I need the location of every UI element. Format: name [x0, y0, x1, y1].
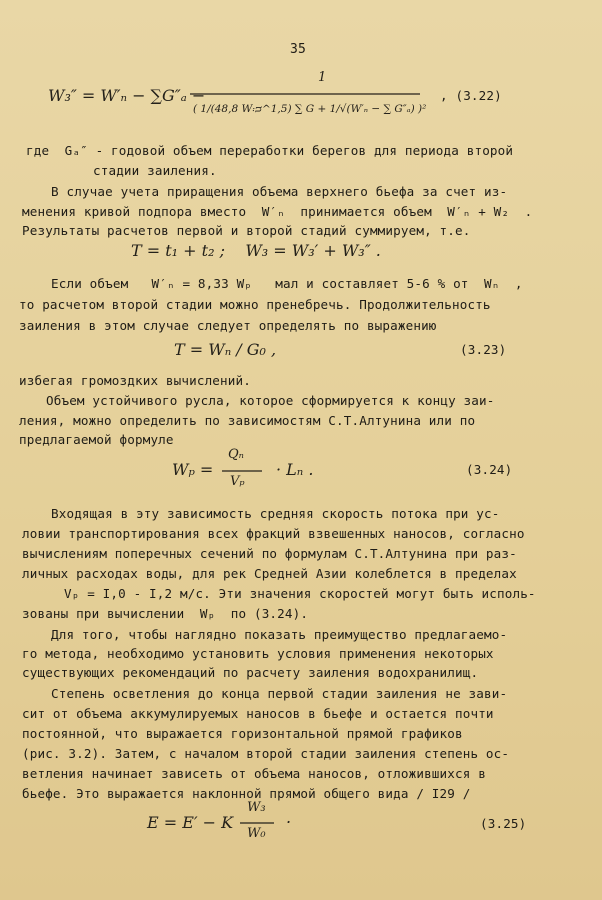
- text-line-20: го метода, необходимо установить условия применения некоторых: [22, 646, 494, 661]
- eq-sum: T = t₁ + t₂ ; W₃ = W₃′ + W₃″ .: [131, 241, 381, 260]
- eq-3-24-tail: · Lₙ .: [276, 460, 314, 479]
- text-line-26: ветления начинает зависеть от объема наносов, отложившихся в: [22, 766, 486, 781]
- text-line-11: ления, можно определить по зависимостям С.Т.Алтунина или по: [19, 413, 476, 428]
- text-line-21: существующих рекомендаций по расчету заиления водохранилищ.: [22, 665, 479, 680]
- eq-3-24-den: Vₚ: [230, 474, 245, 489]
- text-line-12: предлагаемой формуле: [19, 432, 174, 447]
- eq-3-22-denominator: ( 1/(48,8 Wᴞ^1,5) ∑ G + 1/√(W′ₙ − ∑ G″ₐ) )²: [193, 103, 427, 115]
- text-line-23: сит от объема аккумулируемых наносов в бьефе и остается почти: [22, 706, 494, 721]
- text-line-13: Входящая в эту зависимость средняя скорость потока при ус-: [51, 506, 500, 521]
- text-line-2: стадии заиления.: [93, 163, 217, 178]
- eq-3-24-num: Qₙ: [228, 447, 244, 462]
- page-number: 35: [290, 42, 306, 57]
- text-line-27: бьефе. Это выражается наклонной прямой общего вида / I29 /: [22, 786, 471, 801]
- text-line-1: где Gₐ″ - годовой объем переработки берегов для периода второй: [26, 143, 514, 158]
- eq-3-22-numerator: 1: [318, 70, 327, 85]
- text-line-19: Для того, чтобы наглядно показать преимущество предлагаемо-: [51, 627, 508, 642]
- text-line-8: заиления в этом случае следует определять по выражению: [19, 318, 437, 333]
- text-line-18: зованы при вычислении Wₚ по (3.24).: [22, 606, 309, 621]
- text-line-15: вычислениям поперечных сечений по формулам С.Т.Алтунина при раз-: [22, 546, 517, 561]
- text-line-14: ловии транспортирования всех фракций взвешенных наносов, согласно: [22, 526, 525, 541]
- eq-3-25-number: (3.25): [480, 816, 527, 831]
- text-line-22: Степень осветления до конца первой стадии заиления не зави-: [51, 686, 508, 701]
- text-line-7: то расчетом второй стадии можно пренебречь. Продолжительность: [19, 297, 491, 312]
- eq-3-22-lhs: W₃″ = W′ₙ − ∑G″ₐ −: [48, 86, 206, 105]
- text-line-16: личных расходах воды, для рек Средней Азии колеблется в пределах: [22, 566, 517, 581]
- text-line-6: Если объем W′ₙ = 8,33 Wₚ мал и составляет 5-6 % от Wₙ ,: [51, 276, 523, 291]
- text-line-5: Результаты расчетов первой и второй стадий суммируем, т.е.: [22, 223, 471, 238]
- eq-3-23-number: (3.23): [460, 342, 507, 357]
- text-line-25: (рис. 3.2). Затем, с началом второй стадии заиления степень ос-: [22, 746, 510, 761]
- eq-3-22-number: , (3.22): [440, 88, 502, 103]
- eq-3-25-den: W₀: [247, 826, 266, 841]
- text-line-17: Vₚ = I,0 - I,2 м/с. Эти значения скоростей могут быть исполь-: [64, 586, 536, 601]
- eq-3-24-number: (3.24): [466, 462, 513, 477]
- eq-3-24-lhs: Wₚ =: [172, 460, 214, 479]
- eq-3-25-lhs: E = E′ − K: [147, 813, 234, 832]
- text-line-3: В случае учета приращения объема верхнего бьефа за счет из-: [51, 184, 508, 199]
- text-line-10: Объем устойчивого русла, которое сформируется к концу заи-: [46, 393, 495, 408]
- eq-3-23-formula: T = Wₙ / G₀ ,: [174, 340, 277, 359]
- eq-3-25-num: W₃: [247, 800, 266, 815]
- eq-3-25-tail: .: [286, 808, 292, 827]
- text-line-9: избегая громоздких вычислений.: [19, 373, 251, 388]
- text-line-24: постоянной, что выражается горизонтальной прямой графиков: [22, 726, 463, 741]
- text-line-4: менения кривой подпора вместо W′ₙ принимается объем W′ₙ + W₂ .: [22, 204, 533, 219]
